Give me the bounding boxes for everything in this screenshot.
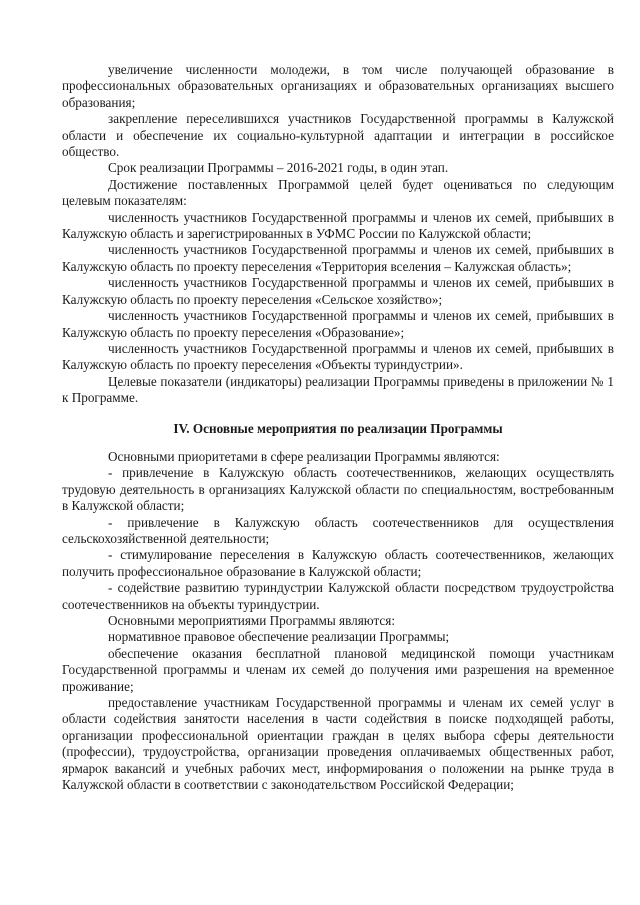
paragraph: - стимулирование переселения в Калужскую область соотечественников, желающих получить профессиональное образование в Калужской области;: [62, 547, 614, 579]
paragraph: обеспечение оказания бесплатной плановой медицинской помощи участникам Государственной программы и членам их семей до получения ими разрешения на временное проживание;: [62, 645, 614, 694]
paragraph: нормативное правовое обеспечение реализации Программы;: [108, 629, 450, 645]
paragraph: численность участников Государственной программы и членов их семей, прибывших в Калужскую область и зарегистрированных в УФМС России по Калужской области;: [62, 209, 614, 242]
section-heading: IV. Основные мероприятия по реализации Программы: [173, 420, 503, 436]
document-page: [62, 62, 614, 793]
paragraph: Достижение поставленных Программой целей будет оцениваться по следующим целевым показателям:: [62, 176, 614, 209]
paragraph: предоставление участникам Государственной программы и членам их семей услуг в области содействия занятости населения в части содействия в поиске подходящей работы, организации профессиональной ориентации граждан в целях выбора сферы деятельности (профессии), трудоустройства, организации проведения оплачиваемых общественных работ, ярмарок вакансий и учебных рабочих мест, информирования о положении на рынке труда в Калужской области в соответствии с законодательством Российской Федерации;: [62, 695, 614, 793]
paragraph: Срок реализации Программы – 2016-2021 годы, в один этап.: [108, 160, 449, 176]
paragraph: численность участников Государственной программы и членов их семей, прибывших в Калужскую область по проекту переселения «Объекты туриндустрии».: [62, 340, 614, 373]
paragraph: численность участников Государственной программы и членов их семей, прибывших в Калужскую область по проекту переселения «Территория вселения – Калужская область»;: [62, 242, 614, 274]
paragraph: численность участников Государственной программы и членов их семей, прибывших в Калужскую область по проекту переселения «Сельское хозяйство»;: [62, 275, 614, 307]
paragraph: - привлечение в Калужскую область соотечественников для осуществления сельскохозяйственной деятельности;: [62, 514, 614, 546]
paragraph: закрепление переселившихся участников Государственной программы в Калужской области и обеспечение их социально-культурной адаптации и интеграции в российское общество.: [62, 111, 614, 160]
paragraph: Целевые показатели (индикаторы) реализации Программы приведены в приложении № 1 к Программе.: [62, 373, 614, 406]
paragraph: численность участников Государственной программы и членов их семей, прибывших в Калужскую область по проекту переселения «Образование»;: [62, 308, 614, 340]
paragraph: - содействие развитию туриндустрии Калужской области посредством трудоустройства соотечественников на объекты туриндустрии.: [62, 580, 614, 612]
paragraph: - привлечение в Калужскую область соотечественников, желающих осуществлять трудовую деятельность в организациях Калужской области по специальностям, востребованным в Калужской области;: [62, 465, 614, 514]
paragraph: Основными мероприятиями Программы являются:: [108, 613, 395, 628]
section-main-activities: [62, 449, 614, 794]
paragraph: увеличение численности молодежи, в том числе получающей образование в профессиональных образовательных организациях и образовательных организациях высшего образования;: [62, 62, 614, 110]
paragraph: Основными приоритетами в сфере реализации Программы являются:: [108, 448, 500, 464]
section-target-indicators: [62, 62, 614, 407]
